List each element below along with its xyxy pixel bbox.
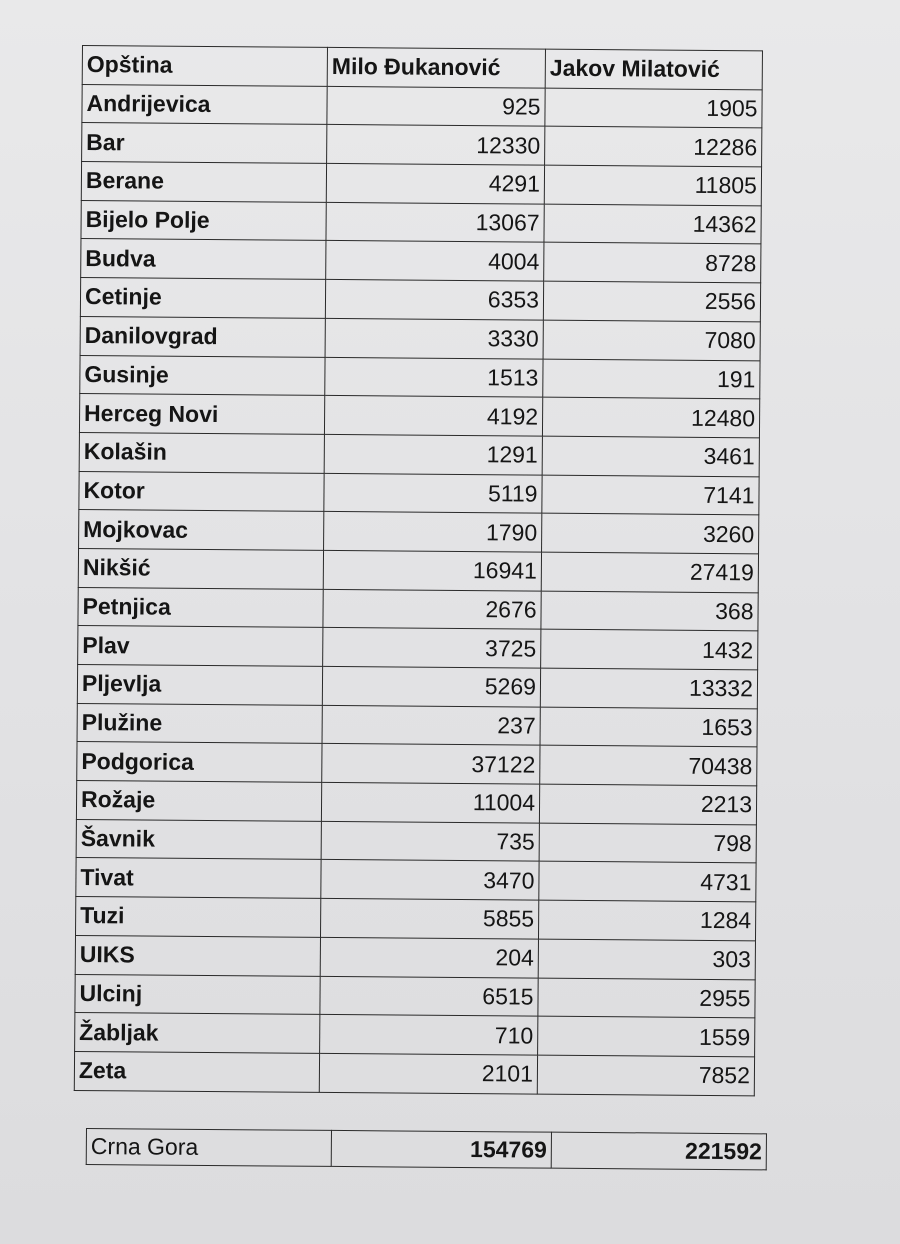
opstina-cell: Herceg Novi bbox=[79, 394, 324, 435]
opstina-cell: Plužine bbox=[77, 703, 322, 744]
milatovic-cell: 7852 bbox=[537, 1055, 754, 1095]
total-label: Crna Gora bbox=[86, 1129, 331, 1167]
table-row bbox=[79, 510, 759, 554]
djukanovic-cell: 2676 bbox=[323, 589, 541, 629]
opstina-cell: Mojkovac bbox=[79, 510, 324, 551]
opstina-cell: Kotor bbox=[79, 471, 324, 512]
djukanovic-cell: 11004 bbox=[321, 782, 539, 822]
opstina-cell: Andrijevica bbox=[82, 84, 327, 125]
table-row bbox=[77, 742, 757, 786]
djukanovic-cell: 12330 bbox=[327, 125, 545, 165]
table-row bbox=[78, 587, 758, 631]
djukanovic-cell: 204 bbox=[320, 937, 538, 977]
djukanovic-cell: 5269 bbox=[322, 666, 540, 706]
djukanovic-cell: 16941 bbox=[323, 550, 541, 590]
table-row bbox=[75, 935, 755, 979]
milatovic-cell: 1284 bbox=[538, 900, 755, 940]
milatovic-cell: 1905 bbox=[545, 88, 762, 128]
opstina-cell: Rožaje bbox=[76, 781, 321, 822]
opstina-cell: Podgorica bbox=[77, 742, 322, 783]
opstina-cell: Kolašin bbox=[79, 432, 324, 473]
opstina-cell: Zeta bbox=[74, 1051, 319, 1092]
djukanovic-cell: 6515 bbox=[320, 976, 538, 1016]
header-row bbox=[82, 46, 762, 90]
opstina-cell: Ulcinj bbox=[75, 974, 320, 1015]
milatovic-cell: 3461 bbox=[542, 436, 759, 476]
table-row bbox=[79, 432, 759, 476]
milatovic-cell: 303 bbox=[538, 939, 755, 979]
table-row bbox=[80, 316, 760, 360]
table-row bbox=[76, 897, 756, 941]
opstina-cell: Danilovgrad bbox=[80, 316, 325, 357]
opstina-cell: Petnjica bbox=[78, 587, 323, 628]
table-row bbox=[77, 664, 757, 708]
milatovic-cell: 13332 bbox=[540, 668, 757, 708]
milatovic-cell: 2213 bbox=[539, 784, 756, 824]
djukanovic-cell: 1790 bbox=[324, 512, 542, 552]
table-row bbox=[78, 548, 758, 592]
milatovic-cell: 27419 bbox=[541, 552, 758, 592]
table-row bbox=[74, 1051, 754, 1095]
opstina-cell: Budva bbox=[81, 239, 326, 280]
total-table bbox=[86, 1128, 767, 1170]
milatovic-cell: 70438 bbox=[540, 745, 757, 785]
table-row bbox=[81, 200, 761, 244]
opstina-cell: Bar bbox=[82, 123, 327, 164]
djukanovic-cell: 5855 bbox=[321, 899, 539, 939]
milatovic-cell: 11805 bbox=[544, 165, 761, 205]
table-row bbox=[79, 394, 759, 438]
milatovic-cell: 1432 bbox=[541, 629, 758, 669]
opstina-cell: Nikšić bbox=[78, 548, 323, 589]
total-milatovic: 221592 bbox=[551, 1132, 766, 1170]
table-row bbox=[78, 626, 758, 670]
opstina-cell: Cetinje bbox=[80, 278, 325, 319]
table-row bbox=[76, 858, 756, 902]
djukanovic-cell: 237 bbox=[322, 705, 540, 745]
milatovic-cell: 14362 bbox=[544, 204, 761, 244]
djukanovic-cell: 925 bbox=[327, 86, 545, 126]
milatovic-cell: 1559 bbox=[538, 1016, 755, 1056]
header-djukanovic: Milo Đukanović bbox=[327, 47, 545, 87]
table-row bbox=[81, 162, 761, 206]
opstina-cell: Pljevlja bbox=[77, 664, 322, 705]
milatovic-cell: 191 bbox=[543, 359, 760, 399]
milatovic-cell: 368 bbox=[541, 591, 758, 631]
total-djukanovic: 154769 bbox=[331, 1130, 551, 1168]
djukanovic-cell: 37122 bbox=[322, 744, 540, 784]
djukanovic-cell: 4004 bbox=[326, 241, 544, 281]
milatovic-cell: 7141 bbox=[542, 475, 759, 515]
milatovic-cell: 2955 bbox=[538, 978, 755, 1018]
table-row bbox=[75, 1013, 755, 1057]
header-milatovic: Jakov Milatović bbox=[545, 49, 762, 89]
djukanovic-cell: 1513 bbox=[325, 357, 543, 397]
opstina-cell: UIKS bbox=[75, 935, 320, 976]
table-row bbox=[75, 974, 755, 1018]
opstina-cell: Žabljak bbox=[75, 1013, 320, 1054]
table-row bbox=[76, 819, 756, 863]
milatovic-cell: 3260 bbox=[542, 513, 759, 553]
djukanovic-cell: 735 bbox=[321, 821, 539, 861]
opstina-cell: Bijelo Polje bbox=[81, 200, 326, 241]
table-row bbox=[76, 781, 756, 825]
opstina-cell: Berane bbox=[81, 162, 326, 203]
header-opstina: Opština bbox=[82, 46, 327, 87]
total-row bbox=[86, 1129, 766, 1170]
djukanovic-cell: 3330 bbox=[325, 318, 543, 358]
opstina-cell: Gusinje bbox=[80, 355, 325, 396]
table-row bbox=[82, 123, 762, 167]
milatovic-cell: 2556 bbox=[543, 281, 760, 321]
djukanovic-cell: 3725 bbox=[323, 628, 541, 668]
milatovic-cell: 7080 bbox=[543, 320, 760, 360]
opstina-cell: Šavnik bbox=[76, 819, 321, 860]
table-row bbox=[81, 239, 761, 283]
opstina-cell: Plav bbox=[78, 626, 323, 667]
milatovic-cell: 12286 bbox=[545, 127, 762, 167]
milatovic-cell: 8728 bbox=[544, 243, 761, 283]
djukanovic-cell: 5119 bbox=[324, 473, 542, 513]
djukanovic-cell: 1291 bbox=[324, 434, 542, 474]
djukanovic-cell: 4291 bbox=[326, 163, 544, 203]
results-table bbox=[74, 45, 763, 1096]
table-row bbox=[80, 355, 760, 399]
opstina-cell: Tivat bbox=[76, 858, 321, 899]
milatovic-cell: 798 bbox=[539, 823, 756, 863]
table-row bbox=[79, 471, 759, 515]
djukanovic-cell: 2101 bbox=[319, 1053, 537, 1093]
milatovic-cell: 12480 bbox=[542, 397, 759, 437]
table-row bbox=[80, 278, 760, 322]
table-row bbox=[77, 703, 757, 747]
djukanovic-cell: 6353 bbox=[325, 280, 543, 320]
djukanovic-cell: 4192 bbox=[324, 396, 542, 436]
opstina-cell: Tuzi bbox=[76, 897, 321, 938]
djukanovic-cell: 3470 bbox=[321, 860, 539, 900]
milatovic-cell: 1653 bbox=[540, 707, 757, 747]
milatovic-cell: 4731 bbox=[539, 862, 756, 902]
djukanovic-cell: 710 bbox=[320, 1015, 538, 1055]
table-row bbox=[82, 84, 762, 128]
djukanovic-cell: 13067 bbox=[326, 202, 544, 242]
